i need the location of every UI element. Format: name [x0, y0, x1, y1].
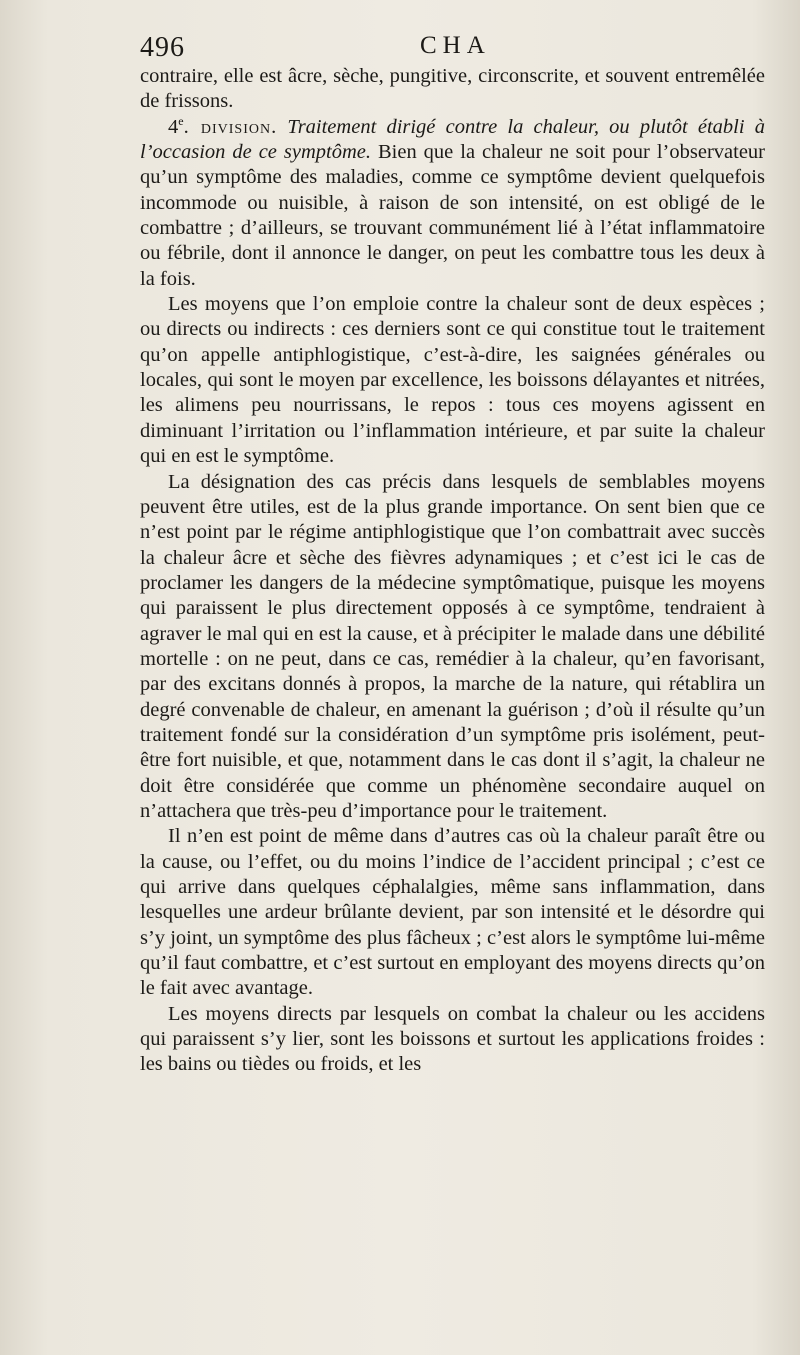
- paragraph-text: Les moyens que l’on emploie contre la chaleur sont de deux espèces ; ou directs ou indirects : ces derniers sont ce qui constitue tout le traitement qu’on appelle antiphlogistique, c’est-à-dire, les saignées générales ou locales, qui sont le moyen par excellence, les boissons délayantes et nitrées, les alimens peu nourrissans, le repos : tous ces moyens agissent en diminuant l’irritation ou l’inflammation intérieure, et par suite la chaleur qui en est le symptôme.: [140, 293, 765, 468]
- section-heading: CHA: [420, 32, 491, 59]
- body-text: [140, 64, 765, 1078]
- division-title: Traitement dirigé contre la chaleur, ou plutôt établi à l’occasion de ce symptôme.: [140, 115, 766, 164]
- paragraph: [140, 292, 765, 469]
- paragraph-continuation: [140, 64, 765, 115]
- paragraph-text: La désignation des cas précis dans lesquels de semblables moyens peuvent être utiles, est de la plus grande importance. On sent bien que ce n’est point par le régime antiphlogistique que l’on combattrait avec succès la chaleur âcre et sèche des fièvres adynamiques ; et c’est ici le cas de proclamer les dangers de la médecine symptômatique, puisque les moyens qui paraissent le plus directement opposés à ce symptôme, tendraient à agraver le mal qui en est la cause, et à précipiter le malade dans une débilité mortelle : on ne peut, dans ce cas, remédier à la chaleur, qu’en favorisant, par des excitans donnés à propos, la marche de la nature, qui rétablira un degré convenable de chaleur, en amenant la guérison ; d’où il résulte qu’un traitement fondé sur la considération d’un symptôme pris isolément, peut-être fort nuisible, et que, notamment dans le cas dont il s’agit, la chaleur ne doit être considérée que comme un phénomène secondaire auquel on n’attachera que très-peu d’importance pour le traitement.: [140, 470, 765, 822]
- paragraph: [140, 1002, 765, 1078]
- paragraph-text: Les moyens directs par lesquels on combat la chaleur ou les accidens qui paraissent s’y lier, sont les boissons et surtout les applications froides : les bains ou tièdes ou froids, et les: [140, 1002, 765, 1076]
- division-label: . division.: [183, 115, 278, 138]
- running-head: [140, 32, 765, 66]
- paragraph-text: contraire, elle est âcre, sèche, pungitive, circonscrite, et souvent entremêlée de frissons.: [140, 65, 765, 113]
- paragraph-division: [140, 115, 765, 292]
- paragraph: [140, 470, 765, 825]
- paragraph-text: Bien que la chaleur ne soit pour l’observateur qu’un symptôme des maladies, comme ce symptôme devient quelquefois incommode ou nuisible, à raison de son intensité, on est obligé de le combattre ; d’ailleurs, se trouvant communément lié à l’état inflammatoire ou fébrile, dont il annonce le danger, on peut les combattre tous les deux à la fois.: [140, 141, 765, 290]
- division-suffix: e: [178, 113, 184, 128]
- division-number: 4: [168, 115, 179, 138]
- paragraph-text: Il n’en est point de même dans d’autres cas où la chaleur paraît être ou la cause, ou l’effet, ou du moins l’indice de l’accident principal ; c’est ce qui arrive dans quelques céphalalgies, même sans inflammation, dans lesquelles une ardeur brûlante devient, par son intensité et le désordre qui s’y joint, un symptôme des plus fâcheux ; c’est alors le symptôme lui-même qu’il faut combattre, et c’est surtout en employant des moyens directs qu’on le fait avec avantage.: [140, 825, 765, 1000]
- page-number: 496: [140, 32, 185, 63]
- paragraph: [140, 824, 765, 1001]
